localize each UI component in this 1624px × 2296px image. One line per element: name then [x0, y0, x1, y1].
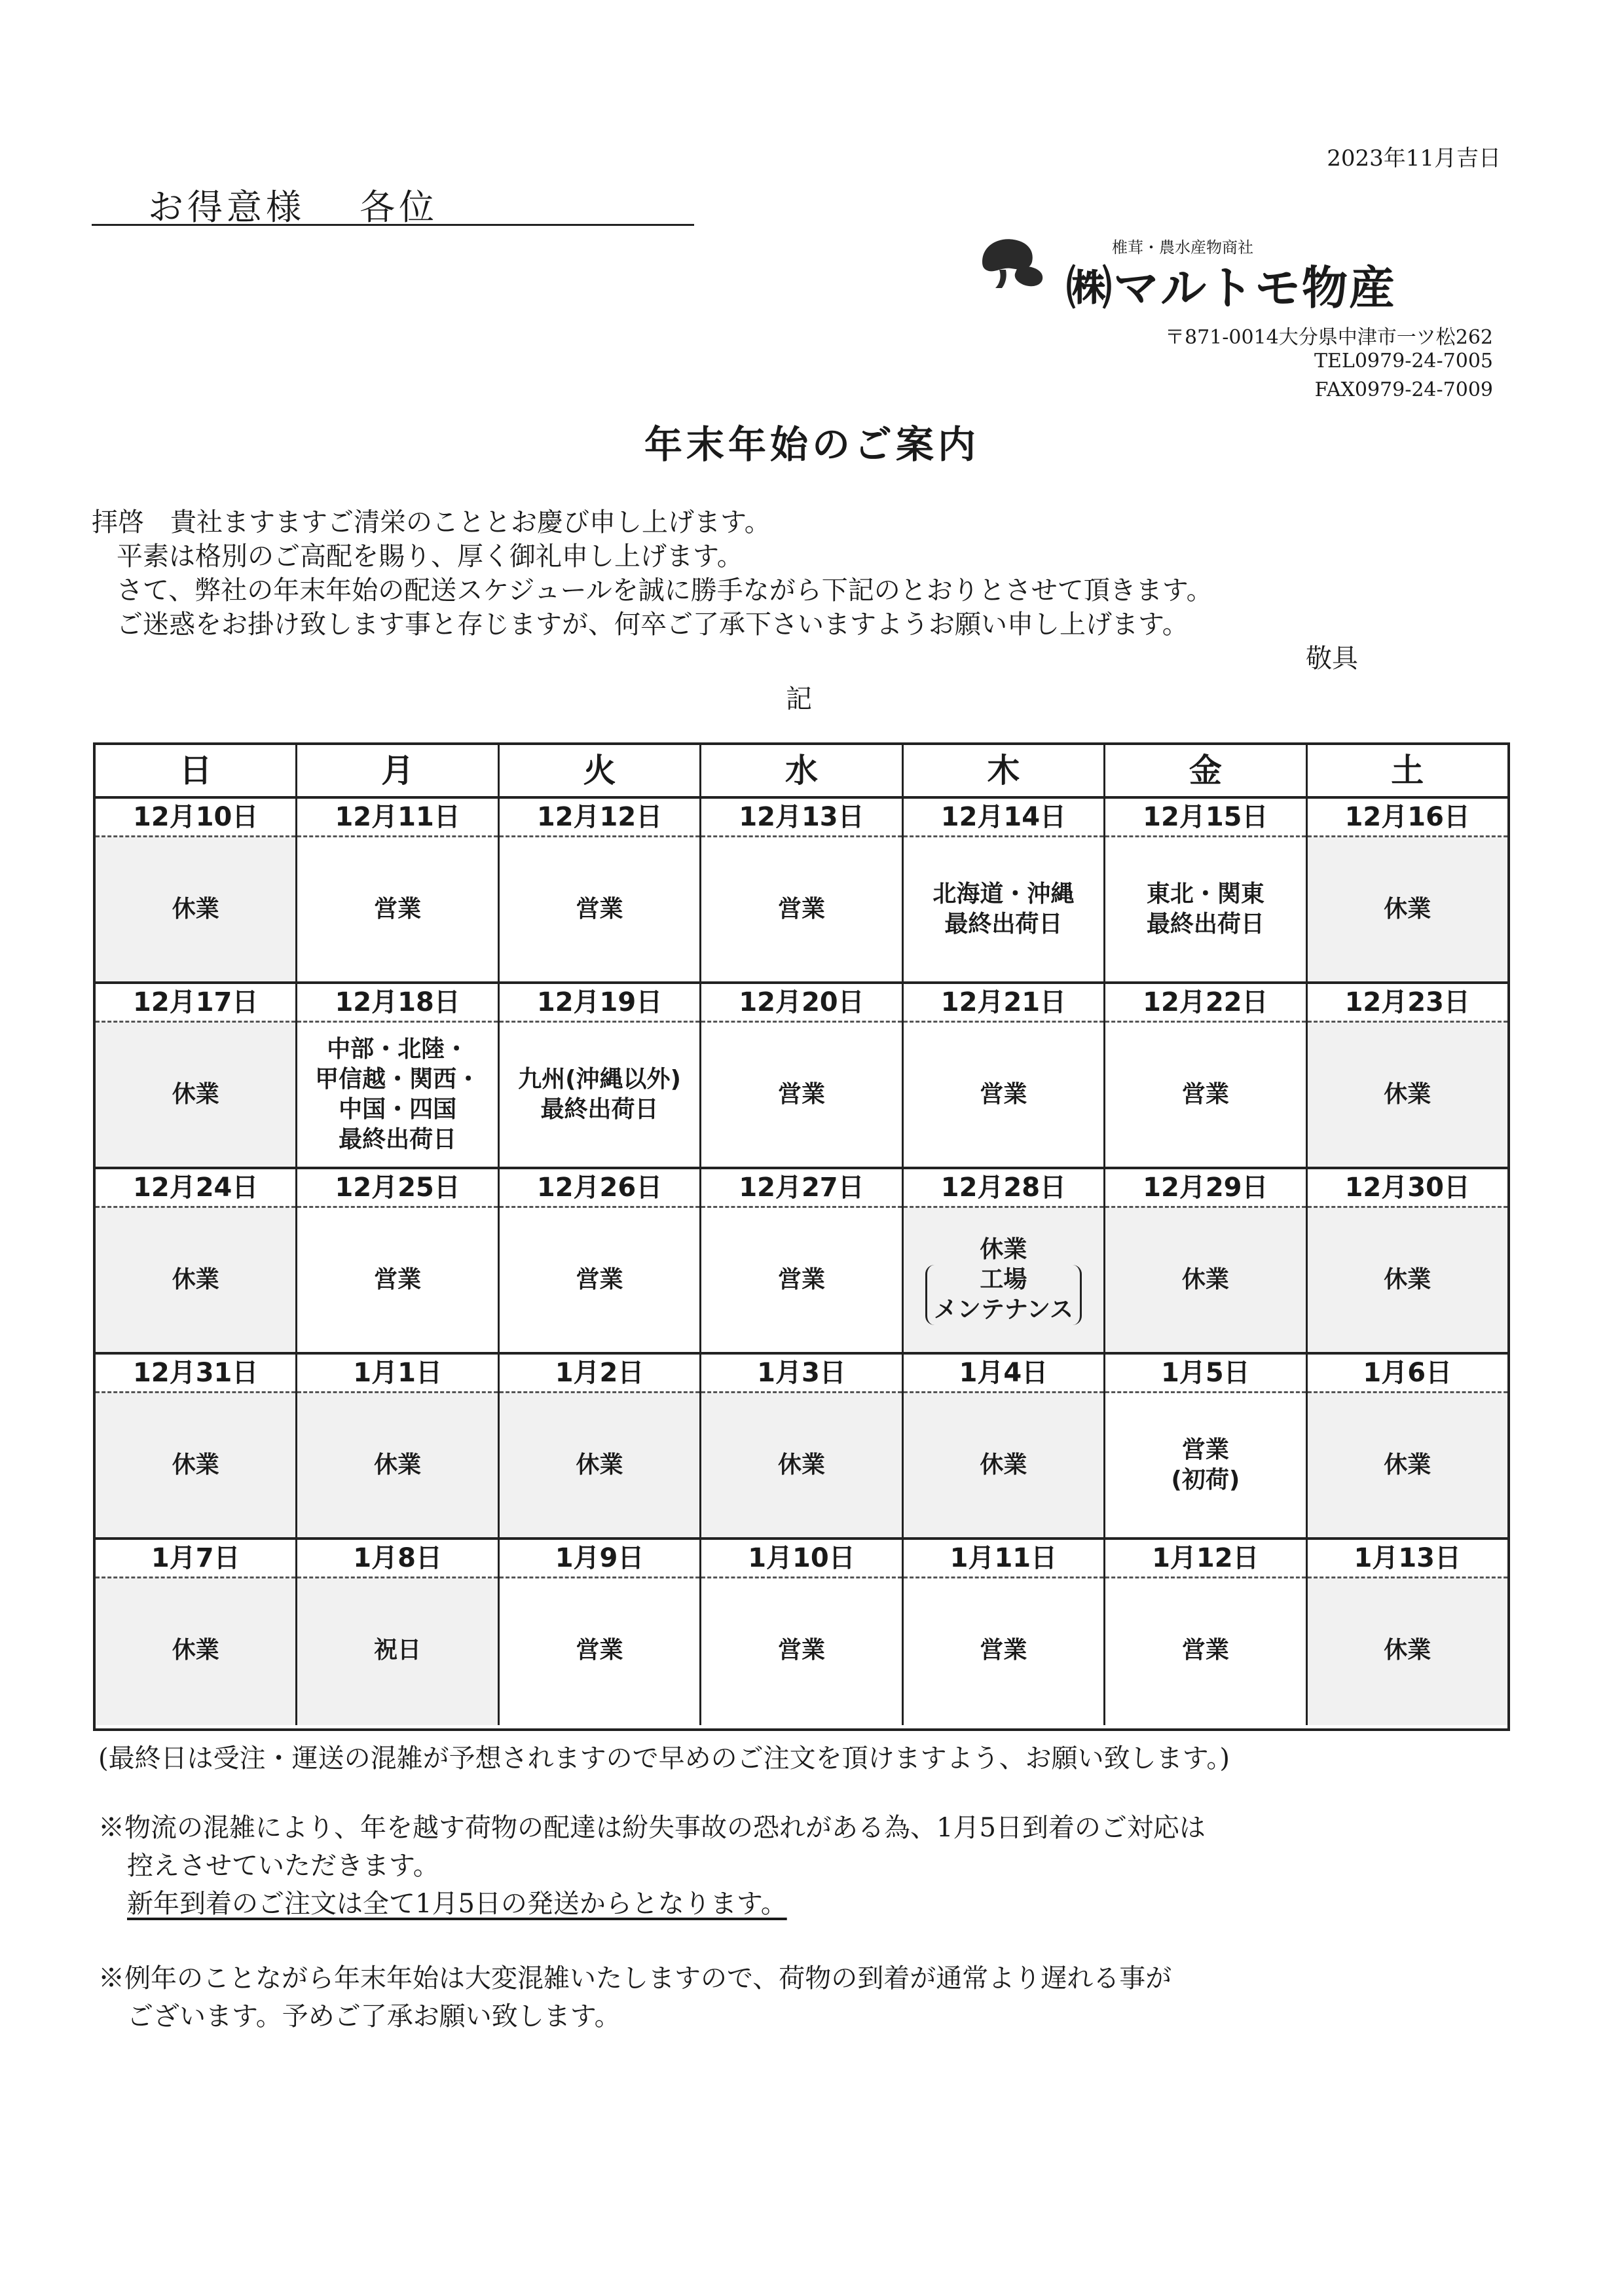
day-status-box: [297, 1394, 497, 1537]
company-address: 〒871-0014大分県中津市一ツ松262: [1164, 326, 1493, 349]
day-date: 12月22日: [1105, 984, 1305, 1023]
day-status-box: [297, 1209, 497, 1351]
day-status-box: [1105, 1394, 1305, 1537]
calendar-week-row: [96, 984, 1507, 1169]
day-status-box: [500, 838, 699, 981]
day-status: 休業: [172, 1266, 219, 1293]
day-status: 休業: [1384, 1081, 1431, 1108]
calendar-day-cell: [1105, 799, 1307, 981]
footer-note-logistics-cont: 控えさせていただきます。: [127, 1851, 439, 1881]
calendar-day-cell: [96, 799, 297, 981]
calendar-day-cell: [1105, 1355, 1307, 1537]
weekday-thu: 木: [904, 745, 1105, 796]
calendar-day-cell: [96, 984, 297, 1167]
footer-note-delay: ※例年のことながら年末年始は大変混雑いたしますので、荷物の到着が通常より遅れる事が: [98, 1963, 1172, 1994]
day-date: 1月8日: [297, 1540, 497, 1578]
calendar-day-cell: [904, 799, 1105, 981]
body-line: さて、弊社の年末年始の配送スケジュールを誠に勝手ながら下記のとおりとさせて頂きます。: [117, 575, 1213, 606]
calendar-day-cell: [1308, 799, 1507, 981]
day-status: 休業: [1384, 1451, 1431, 1478]
calendar-day-cell: [500, 1169, 701, 1352]
day-status: 休業: [172, 1637, 219, 1664]
day-date: 12月20日: [701, 984, 901, 1023]
day-status-box: [96, 1209, 295, 1351]
day-date: 1月6日: [1308, 1355, 1507, 1393]
calendar-day-cell: [1105, 984, 1307, 1167]
calendar-day-cell: [297, 1540, 499, 1725]
day-status-box: [500, 1023, 699, 1166]
calendar-day-cell: [500, 984, 701, 1167]
calendar-day-cell: [701, 984, 903, 1167]
company-subtitle: 椎茸・農水産物商社: [1112, 238, 1253, 257]
day-status-box: [1308, 838, 1507, 981]
day-status-box: [701, 1023, 901, 1166]
day-status-box: [297, 1579, 497, 1722]
day-date: 12月25日: [297, 1169, 497, 1208]
company-tel: TEL0979-24-7005: [1314, 350, 1493, 373]
day-date: 12月21日: [904, 984, 1103, 1023]
weekday-sun: 日: [96, 745, 297, 796]
document-title: 年末年始のご案内: [644, 422, 980, 467]
day-status-box: [500, 1579, 699, 1722]
day-date: 1月11日: [904, 1540, 1103, 1578]
calendar-day-cell: [500, 1355, 701, 1537]
day-date: 12月28日: [904, 1169, 1103, 1208]
day-status: 営業: [777, 1637, 825, 1664]
weekday-fri: 金: [1105, 745, 1307, 796]
company-fax: FAX0979-24-7009: [1314, 378, 1493, 401]
day-status-box: [297, 838, 497, 981]
day-status: 営業 (初荷): [1171, 1436, 1240, 1493]
day-status: 営業: [374, 896, 422, 922]
day-status-box: [297, 1023, 497, 1166]
day-date: 12月12日: [500, 799, 699, 837]
calendar-day-cell: [297, 799, 499, 981]
day-status-box: [904, 838, 1103, 981]
calendar-day-cell: [1308, 1355, 1507, 1537]
footer-note-delay-cont: ございます。予めご了承お願い致します。: [127, 2001, 621, 2032]
greeting-line: 拝啓 貴社ますますご清栄のこととお慶び申し上げます。: [92, 507, 771, 538]
day-note: 工場 メンテナンス: [925, 1265, 1082, 1325]
calendar-day-cell: [297, 984, 499, 1167]
weekday-sat: 土: [1391, 752, 1424, 790]
day-status: 北海道・沖縄 最終出荷日: [932, 881, 1075, 938]
schedule-calendar: [93, 742, 1510, 1731]
issue-date: 2023年11月吉日: [1327, 145, 1501, 172]
day-status: 東北・関東 最終出荷日: [1146, 881, 1264, 938]
day-date: 12月27日: [701, 1169, 901, 1208]
day-status-box: [500, 1394, 699, 1537]
day-status-box: [904, 1023, 1103, 1166]
day-status: 休業: [374, 1451, 422, 1478]
day-status: 休業: [980, 1236, 1027, 1263]
body-line: 平素は格別のご高配を賜り、厚く御礼申し上げます。: [117, 541, 743, 572]
day-status: 営業: [576, 1266, 623, 1293]
ki-mark: 記: [786, 684, 812, 714]
day-status: 休業: [1181, 1266, 1229, 1293]
weekday-header: [96, 745, 1507, 799]
shiitake-logo-icon: [980, 236, 1045, 291]
day-date: 12月19日: [500, 984, 699, 1023]
calendar-day-cell: [297, 1355, 499, 1537]
day-status-box: [701, 1579, 901, 1722]
calendar-day-cell: [96, 1540, 297, 1725]
calendar-day-cell: [1105, 1169, 1307, 1352]
day-date: 12月26日: [500, 1169, 699, 1208]
day-status: 休業: [172, 896, 219, 922]
day-status: 休業: [172, 1451, 219, 1478]
closing-word: 敬具: [1306, 644, 1358, 674]
day-status-box: [904, 1579, 1103, 1722]
day-date: 12月11日: [297, 799, 497, 837]
day-status: 休業: [980, 1451, 1027, 1478]
day-status-box: [1308, 1394, 1507, 1537]
day-date: 12月15日: [1105, 799, 1305, 837]
day-status: 営業: [374, 1266, 422, 1293]
weekday-wed: 水: [701, 745, 903, 796]
day-status-box: [1308, 1209, 1507, 1351]
calendar-day-cell: [500, 799, 701, 981]
day-status: 営業: [777, 1266, 825, 1293]
day-status: 営業: [1181, 1637, 1229, 1664]
day-date: 12月17日: [96, 984, 295, 1023]
day-status-box: [904, 1394, 1103, 1537]
recipient-text: お得意様 各位: [148, 187, 439, 228]
calendar-day-cell: [500, 1540, 701, 1725]
day-status: 休業: [1384, 1266, 1431, 1293]
day-date: 12月29日: [1105, 1169, 1305, 1208]
day-status-box: [701, 1394, 901, 1537]
day-status: 祝日: [374, 1637, 422, 1664]
calendar-day-cell: [96, 1169, 297, 1352]
calendar-week-row: [96, 1540, 1507, 1725]
calendar-day-cell: [297, 1169, 499, 1352]
day-date: 1月9日: [500, 1540, 699, 1578]
day-status-box: [96, 1394, 295, 1537]
day-status: 休業: [172, 1081, 219, 1108]
day-status-box: [701, 1209, 901, 1351]
day-status-box: [904, 1209, 1103, 1351]
day-status: 休業: [777, 1451, 825, 1478]
day-status: 中部・北陸・ 甲信越・関西・ 中国・四国 最終出荷日: [315, 1036, 481, 1153]
day-status-box: [1105, 1209, 1305, 1351]
weekday-tue: 火: [500, 745, 701, 796]
day-status: 営業: [777, 1081, 825, 1108]
day-status-box: [1105, 838, 1305, 981]
calendar-day-cell: [701, 799, 903, 981]
day-date: 12月16日: [1308, 799, 1507, 837]
calendar-day-cell: [904, 1355, 1105, 1537]
day-status-box: [1105, 1023, 1305, 1166]
calendar-day-cell: [701, 1355, 903, 1537]
body-line: ご迷惑をお掛け致します事と存じますが、何卒ご了承下さいますようお願い申し上げます。: [117, 610, 1189, 640]
footer-note-newyear: 新年到着のご注文は全て1月5日の発送からとなります。: [127, 1889, 787, 1919]
calendar-week-row: [96, 1169, 1507, 1355]
calendar-week-row: [96, 1355, 1507, 1540]
calendar-day-cell: [904, 1169, 1105, 1352]
day-status: 営業: [1181, 1081, 1229, 1108]
calendar-day-cell: [1105, 1540, 1307, 1725]
footer-note-logistics: ※物流の混雑により、年を越す荷物の配達は紛失事故の恐れがある為、1月5日到着のご対応は: [98, 1813, 1206, 1843]
day-date: 12月10日: [96, 799, 295, 837]
day-status: 休業: [1384, 1637, 1431, 1664]
calendar-day-cell: [1308, 1540, 1507, 1725]
day-date: 1月3日: [701, 1355, 901, 1393]
day-date: 1月13日: [1308, 1540, 1507, 1578]
calendar-day-cell: [96, 1355, 297, 1537]
day-date: 12月23日: [1308, 984, 1507, 1023]
day-date: 12月24日: [96, 1169, 295, 1208]
day-status: 営業: [980, 1081, 1027, 1108]
day-status: 営業: [777, 896, 825, 922]
calendar-day-cell: [904, 1540, 1105, 1725]
day-date: 12月31日: [96, 1355, 295, 1393]
day-status-box: [1105, 1579, 1305, 1722]
weekday-mon: 月: [297, 745, 499, 796]
day-date: 12月13日: [701, 799, 901, 837]
day-status: 営業: [980, 1637, 1027, 1664]
footer-note-deadline: (最終日は受注・運送の混雑が予想されますので早めのご注文を頂けますよう、お願い致します。): [98, 1743, 1230, 1774]
day-date: 12月14日: [904, 799, 1103, 837]
day-status-box: [96, 1023, 295, 1166]
day-status: 休業: [1384, 896, 1431, 922]
day-status: 営業: [576, 896, 623, 922]
day-status-box: [96, 1579, 295, 1722]
calendar-day-cell: [701, 1540, 903, 1725]
calendar-week-row: [96, 799, 1507, 984]
company-name: ㈱マルトモ物産: [1066, 261, 1396, 315]
day-status: 休業: [576, 1451, 623, 1478]
day-status: 九州(沖縄以外) 最終出荷日: [518, 1066, 682, 1123]
day-date: 1月5日: [1105, 1355, 1305, 1393]
day-status: 営業: [576, 1637, 623, 1664]
day-date: 1月2日: [500, 1355, 699, 1393]
calendar-day-cell: [904, 984, 1105, 1167]
day-date: 1月1日: [297, 1355, 497, 1393]
recipient: [92, 175, 694, 226]
day-date: 12月18日: [297, 984, 497, 1023]
calendar-day-cell: [701, 1169, 903, 1352]
day-date: 1月10日: [701, 1540, 901, 1578]
day-status-box: [96, 838, 295, 981]
calendar-day-cell: [1308, 984, 1507, 1167]
day-status-box: [701, 838, 901, 981]
day-date: 1月12日: [1105, 1540, 1305, 1578]
day-date: 1月7日: [96, 1540, 295, 1578]
calendar-day-cell: [1308, 1169, 1507, 1352]
day-status-box: [500, 1209, 699, 1351]
day-date: 1月4日: [904, 1355, 1103, 1393]
day-date: 12月30日: [1308, 1169, 1507, 1208]
day-status-box: [1308, 1023, 1507, 1166]
day-status-box: [1308, 1579, 1507, 1722]
